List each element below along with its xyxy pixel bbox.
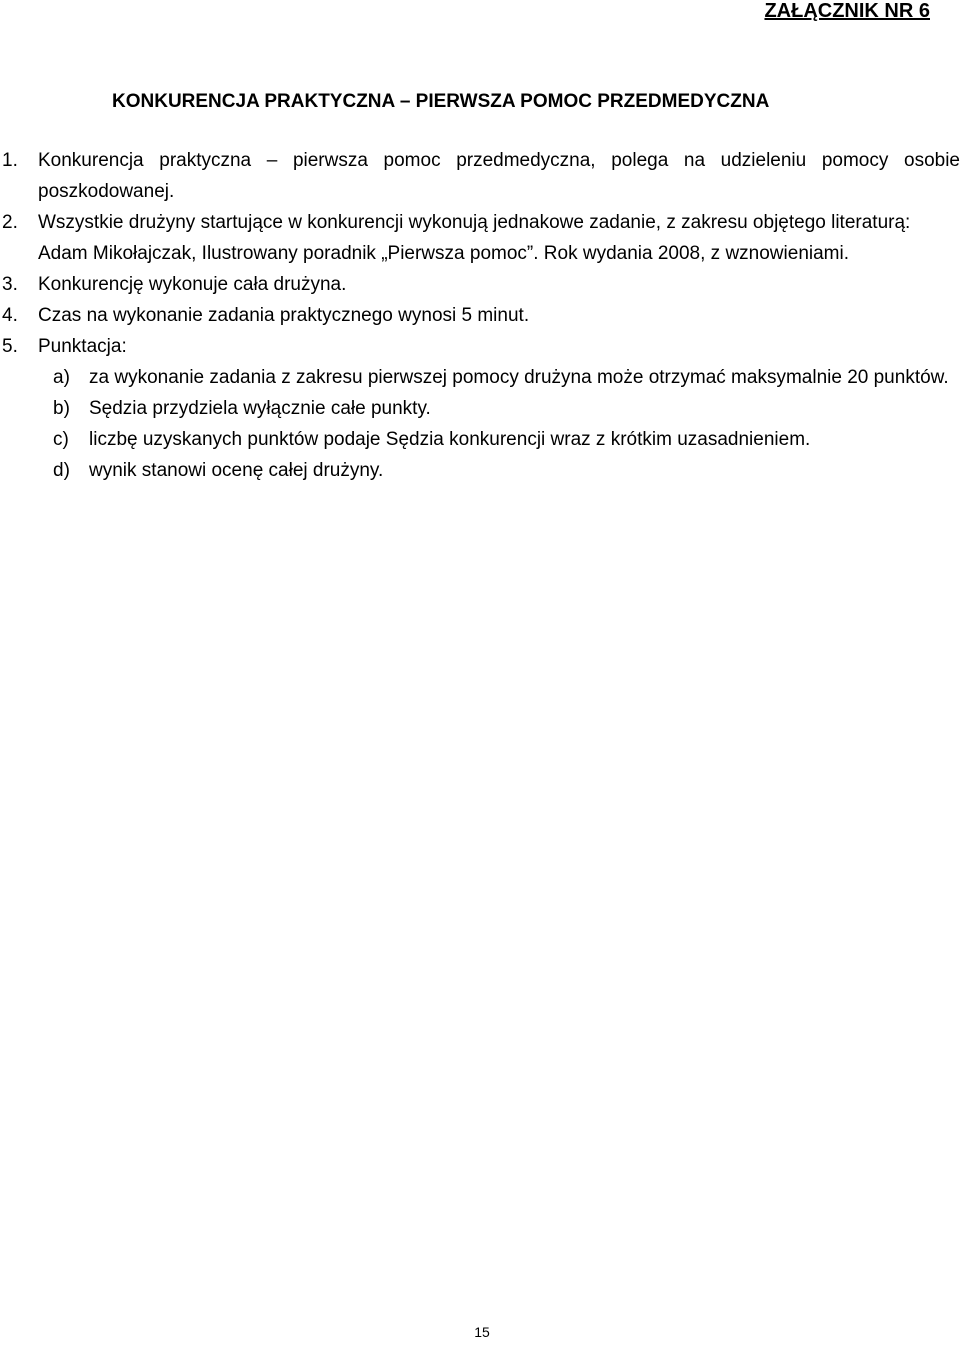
sub-item-text: liczbę uzyskanych punktów podaje Sędzia konkurencji wraz z krótkim uzasadnieniem.: [89, 429, 811, 450]
annex-label: ZAŁĄCZNIK NR 6: [764, 0, 930, 22]
item-number: 3.: [2, 274, 18, 295]
item-text: Wszystkie drużyny startujące w konkurencji wykonują jednakowe zadanie, z zakresu objętego literaturą:: [38, 212, 911, 233]
sub-list-item: [53, 455, 960, 486]
list-item: [2, 145, 960, 207]
sub-list-item: [53, 424, 960, 455]
item-number: 4.: [2, 305, 18, 326]
literature-reference: Adam Mikołajczak, Ilustrowany poradnik „Pierwsza pomoc”. Rok wydania 2008, z wznowieniami.: [38, 243, 849, 264]
list-item: [2, 331, 960, 362]
item-text: Punktacja:: [38, 336, 127, 357]
page-number: 15: [474, 1324, 490, 1340]
sub-item-letter: c): [53, 429, 69, 450]
item-text: Czas na wykonanie zadania praktycznego wynosi 5 minut.: [38, 305, 530, 326]
sub-item-letter: a): [53, 367, 70, 388]
item-text: Konkurencja praktyczna – pierwsza pomoc przedmedyczna, polega na udzieleniu pomocy osobie poszkodowanej.: [38, 150, 960, 202]
item-text: Konkurencję wykonuje cała drużyna.: [38, 274, 347, 295]
sub-list-item: [53, 362, 960, 393]
sub-item-letter: d): [53, 460, 70, 481]
item-number-spacer: [2, 238, 38, 269]
list-item: [2, 207, 960, 238]
rules-list: [0, 145, 960, 486]
sub-item-text: wynik stanowi ocenę całej drużyny.: [89, 460, 384, 481]
sub-item-letter: b): [53, 398, 70, 419]
item-number: 2.: [2, 212, 18, 233]
sub-item-text: za wykonanie zadania z zakresu pierwszej pomocy drużyna może otrzymać maksymalnie 20 punktów.: [89, 367, 949, 388]
sub-list-item: [53, 393, 960, 424]
sub-item-text: Sędzia przydziela wyłącznie całe punkty.: [89, 398, 431, 419]
list-item: [2, 269, 960, 300]
item-number: 1.: [2, 150, 18, 171]
item-number: 5.: [2, 336, 18, 357]
list-item: [2, 300, 960, 331]
document-title: KONKURENCJA PRAKTYCZNA – PIERWSZA POMOC PRZEDMEDYCZNA: [112, 91, 770, 112]
list-item-continuation: [2, 238, 960, 269]
